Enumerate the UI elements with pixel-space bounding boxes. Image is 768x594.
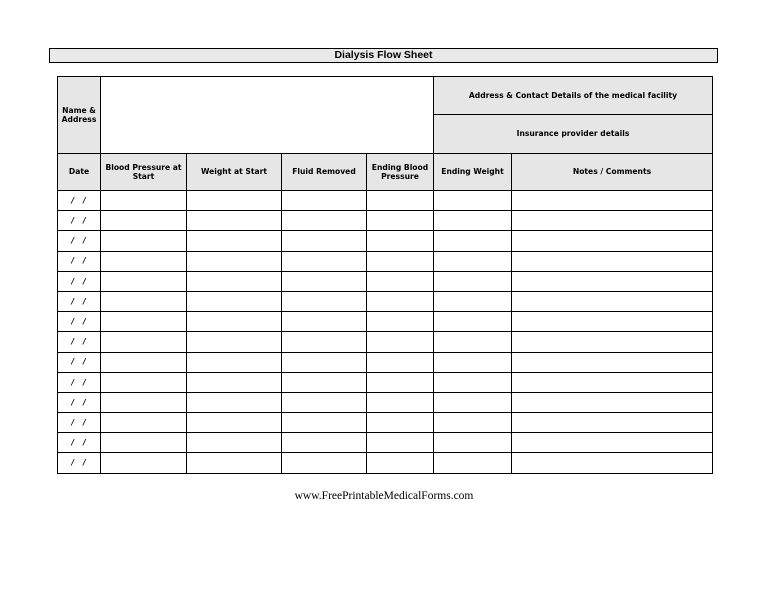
bp-start-cell[interactable]: [101, 291, 187, 311]
notes-cell[interactable]: [512, 231, 713, 251]
bp-end-cell[interactable]: [367, 433, 434, 453]
bp-end-cell[interactable]: [367, 231, 434, 251]
table-row: [58, 352, 713, 372]
notes-cell[interactable]: [512, 352, 713, 372]
weight-start-cell[interactable]: [187, 413, 282, 433]
fluid-removed-cell[interactable]: [282, 453, 367, 473]
column-header-weight-end: Ending Weight: [434, 154, 512, 191]
bp-start-cell[interactable]: [101, 312, 187, 332]
date-cell[interactable]: [58, 211, 101, 231]
name-address-label: Name & Address: [58, 77, 101, 154]
fluid-removed-cell[interactable]: [282, 392, 367, 412]
fluid-removed-cell[interactable]: [282, 372, 367, 392]
bp-start-cell[interactable]: [101, 413, 187, 433]
column-header-fluid-removed: Fluid Removed: [282, 154, 367, 191]
date-placeholder: / /: [70, 236, 88, 246]
date-cell[interactable]: [58, 453, 101, 473]
bp-end-cell[interactable]: [367, 352, 434, 372]
table-row: [58, 332, 713, 352]
bp-start-cell[interactable]: [101, 433, 187, 453]
date-cell[interactable]: [58, 251, 101, 271]
bp-start-cell[interactable]: [101, 352, 187, 372]
table-row: [58, 291, 713, 311]
table-row: [58, 433, 713, 453]
bp-end-cell[interactable]: [367, 251, 434, 271]
bp-end-cell[interactable]: [367, 291, 434, 311]
weight-end-cell[interactable]: [434, 271, 512, 291]
date-cell[interactable]: [58, 271, 101, 291]
weight-end-cell[interactable]: [434, 231, 512, 251]
notes-cell[interactable]: [512, 291, 713, 311]
fluid-removed-cell[interactable]: [282, 271, 367, 291]
date-placeholder: / /: [70, 276, 88, 286]
date-placeholder: / /: [70, 256, 88, 266]
bp-start-cell[interactable]: [101, 231, 187, 251]
fluid-removed-cell[interactable]: [282, 251, 367, 271]
weight-start-cell[interactable]: [187, 372, 282, 392]
table-row: [58, 312, 713, 332]
date-placeholder: / /: [70, 458, 88, 468]
weight-start-cell[interactable]: [187, 251, 282, 271]
insurance-details-label: Insurance provider details: [434, 115, 713, 154]
bp-start-cell[interactable]: [101, 453, 187, 473]
bp-end-cell[interactable]: [367, 453, 434, 473]
date-placeholder: / /: [70, 438, 88, 448]
weight-start-cell[interactable]: [187, 332, 282, 352]
notes-cell[interactable]: [512, 251, 713, 271]
weight-end-cell[interactable]: [434, 191, 512, 211]
bp-start-cell[interactable]: [101, 271, 187, 291]
column-header-bp-start: Blood Pressure at Start: [101, 154, 187, 191]
form-title: Dialysis Flow Sheet: [49, 48, 718, 63]
fluid-removed-cell[interactable]: [282, 231, 367, 251]
bp-start-cell[interactable]: [101, 251, 187, 271]
notes-cell[interactable]: [512, 433, 713, 453]
weight-end-cell[interactable]: [434, 291, 512, 311]
weight-start-cell[interactable]: [187, 352, 282, 372]
date-placeholder: / /: [70, 337, 88, 347]
weight-start-cell[interactable]: [187, 291, 282, 311]
name-address-field[interactable]: [101, 77, 434, 154]
fluid-removed-cell[interactable]: [282, 211, 367, 231]
weight-start-cell[interactable]: [187, 433, 282, 453]
notes-cell[interactable]: [512, 453, 713, 473]
bp-end-cell[interactable]: [367, 332, 434, 352]
weight-start-cell[interactable]: [187, 312, 282, 332]
weight-start-cell[interactable]: [187, 211, 282, 231]
date-placeholder: / /: [70, 296, 88, 306]
weight-end-cell[interactable]: [434, 251, 512, 271]
bp-start-cell[interactable]: [101, 332, 187, 352]
notes-cell[interactable]: [512, 211, 713, 231]
date-placeholder: / /: [70, 316, 88, 326]
table-row: [58, 251, 713, 271]
date-cell[interactable]: [58, 433, 101, 453]
weight-end-cell[interactable]: [434, 392, 512, 412]
weight-start-cell[interactable]: [187, 271, 282, 291]
bp-start-cell[interactable]: [101, 392, 187, 412]
date-cell[interactable]: [58, 413, 101, 433]
date-cell[interactable]: [58, 231, 101, 251]
weight-start-cell[interactable]: [187, 392, 282, 412]
bp-end-cell[interactable]: [367, 211, 434, 231]
table-row: [58, 453, 713, 473]
table-row: [58, 372, 713, 392]
fluid-removed-cell[interactable]: [282, 413, 367, 433]
notes-cell[interactable]: [512, 392, 713, 412]
notes-cell[interactable]: [512, 191, 713, 211]
bp-start-cell[interactable]: [101, 372, 187, 392]
weight-end-cell[interactable]: [434, 332, 512, 352]
bp-start-cell[interactable]: [101, 191, 187, 211]
fluid-removed-cell[interactable]: [282, 332, 367, 352]
weight-end-cell[interactable]: [434, 433, 512, 453]
column-header-notes: Notes / Comments: [512, 154, 713, 191]
date-placeholder: / /: [70, 417, 88, 427]
date-placeholder: / /: [70, 195, 88, 205]
bp-end-cell[interactable]: [367, 413, 434, 433]
weight-end-cell[interactable]: [434, 372, 512, 392]
fluid-removed-cell[interactable]: [282, 191, 367, 211]
weight-start-cell[interactable]: [187, 453, 282, 473]
table-row: [58, 271, 713, 291]
weight-start-cell[interactable]: [187, 191, 282, 211]
weight-end-cell[interactable]: [434, 211, 512, 231]
column-header-bp-end: Ending Blood Pressure: [367, 154, 434, 191]
table-row: [58, 211, 713, 231]
table-row: [58, 191, 713, 211]
column-header-date: Date: [58, 154, 101, 191]
bp-end-cell[interactable]: [367, 312, 434, 332]
footer-url: www.FreePrintableMedicalForms.com: [294, 490, 474, 502]
weight-end-cell[interactable]: [434, 352, 512, 372]
bp-end-cell[interactable]: [367, 191, 434, 211]
table-row: [58, 392, 713, 412]
notes-cell[interactable]: [512, 312, 713, 332]
notes-cell[interactable]: [512, 413, 713, 433]
bp-end-cell[interactable]: [367, 372, 434, 392]
bp-start-cell[interactable]: [101, 211, 187, 231]
flow-sheet-table: [57, 76, 713, 474]
weight-start-cell[interactable]: [187, 231, 282, 251]
date-cell[interactable]: [58, 332, 101, 352]
column-header-row: [58, 154, 713, 191]
fluid-removed-cell[interactable]: [282, 352, 367, 372]
date-cell[interactable]: [58, 191, 101, 211]
date-cell[interactable]: [58, 352, 101, 372]
date-placeholder: / /: [70, 216, 88, 226]
date-cell[interactable]: [58, 372, 101, 392]
weight-end-cell[interactable]: [434, 413, 512, 433]
weight-end-cell[interactable]: [434, 453, 512, 473]
fluid-removed-cell[interactable]: [282, 312, 367, 332]
fluid-removed-cell[interactable]: [282, 291, 367, 311]
notes-cell[interactable]: [512, 271, 713, 291]
bp-end-cell[interactable]: [367, 392, 434, 412]
date-cell[interactable]: [58, 291, 101, 311]
date-placeholder: / /: [70, 357, 88, 367]
bp-end-cell[interactable]: [367, 271, 434, 291]
date-placeholder: / /: [70, 377, 88, 387]
notes-cell[interactable]: [512, 372, 713, 392]
table-row: [58, 231, 713, 251]
date-placeholder: / /: [70, 397, 88, 407]
fluid-removed-cell[interactable]: [282, 433, 367, 453]
date-cell[interactable]: [58, 392, 101, 412]
facility-details-label: Address & Contact Details of the medical facility: [434, 77, 713, 115]
table-row: [58, 413, 713, 433]
date-cell[interactable]: [58, 312, 101, 332]
notes-cell[interactable]: [512, 332, 713, 352]
column-header-weight-start: Weight at Start: [187, 154, 282, 191]
weight-end-cell[interactable]: [434, 312, 512, 332]
